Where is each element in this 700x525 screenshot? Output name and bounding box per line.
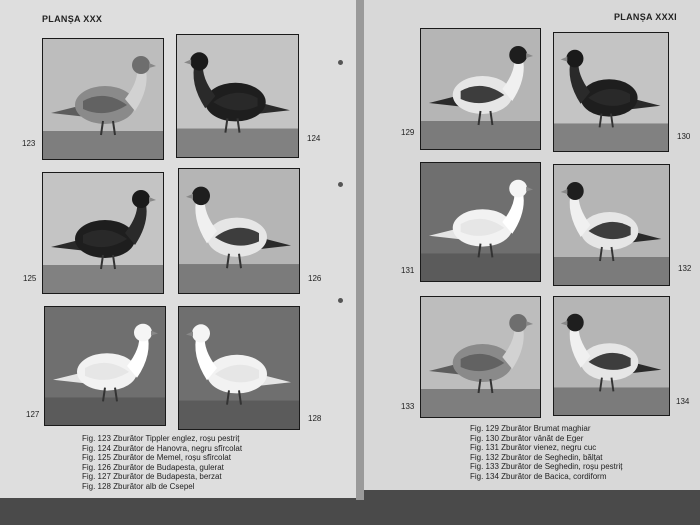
figure-photo — [44, 306, 166, 426]
figure-number: 128 — [308, 414, 322, 423]
figure-photo — [420, 28, 541, 150]
right-caption-list — [470, 424, 623, 482]
figure-photo — [178, 168, 300, 294]
book-gutter — [356, 0, 364, 500]
figure-number: 130 — [677, 132, 691, 141]
caption-line: Fig. 133 Zburător de Seghedin, roșu pestriț — [470, 462, 623, 472]
figure-photo — [420, 296, 541, 418]
figure-photo — [553, 164, 670, 286]
figure-number: 134 — [676, 397, 690, 406]
binding-hole — [338, 182, 343, 187]
figure-photo — [42, 38, 164, 160]
figure-number: 132 — [678, 264, 692, 273]
caption-line: Fig. 128 Zburător alb de Csepel — [82, 481, 195, 491]
caption-line: Fig. 134 Zburător de Bacica, cordiform — [470, 471, 607, 481]
caption-line: Fig. 130 Zburător vânăt de Eger — [470, 433, 584, 443]
left-plate-title: PLANȘA XXX — [42, 14, 103, 24]
figure-photo — [553, 32, 669, 152]
caption-line: Fig. 126 Zburător de Budapesta, gulerat — [82, 462, 224, 472]
caption-line: Fig. 127 Zburător de Budapesta, berzat — [82, 472, 222, 482]
right-plate-title: PLANȘA XXXI — [614, 12, 677, 22]
figure-number: 123 — [22, 139, 36, 148]
caption-line: Fig. 129 Zburător Brumat maghiar — [470, 424, 591, 433]
figure-photo — [176, 34, 299, 158]
figure-number: 131 — [401, 266, 415, 275]
figure-photo — [420, 162, 541, 282]
figure-number: 126 — [308, 274, 322, 283]
caption-line: Fig. 123 Zburător Tippler englez, roșu pestriț — [82, 434, 240, 443]
figure-number: 124 — [307, 134, 321, 143]
caption-line: Fig. 124 Zburător de Hanovra, negru sfîrcolat — [82, 443, 243, 453]
left-caption-list — [82, 434, 242, 492]
caption-line: Fig. 131 Zburător vienez, negru cuc — [470, 443, 597, 453]
binding-hole — [338, 298, 343, 303]
figure-number: 133 — [401, 402, 415, 411]
binding-hole — [338, 60, 343, 65]
figure-number: 125 — [23, 274, 37, 283]
figure-number: 129 — [401, 128, 415, 137]
caption-line: Fig. 132 Zburător de Seghedin, bălțat — [470, 452, 603, 462]
figure-photo — [42, 172, 164, 294]
figure-photo — [178, 306, 300, 430]
caption-line: Fig. 125 Zburător de Memel, roșu sfîrcolat — [82, 453, 231, 463]
figure-number: 127 — [26, 410, 40, 419]
figure-photo — [553, 296, 670, 416]
